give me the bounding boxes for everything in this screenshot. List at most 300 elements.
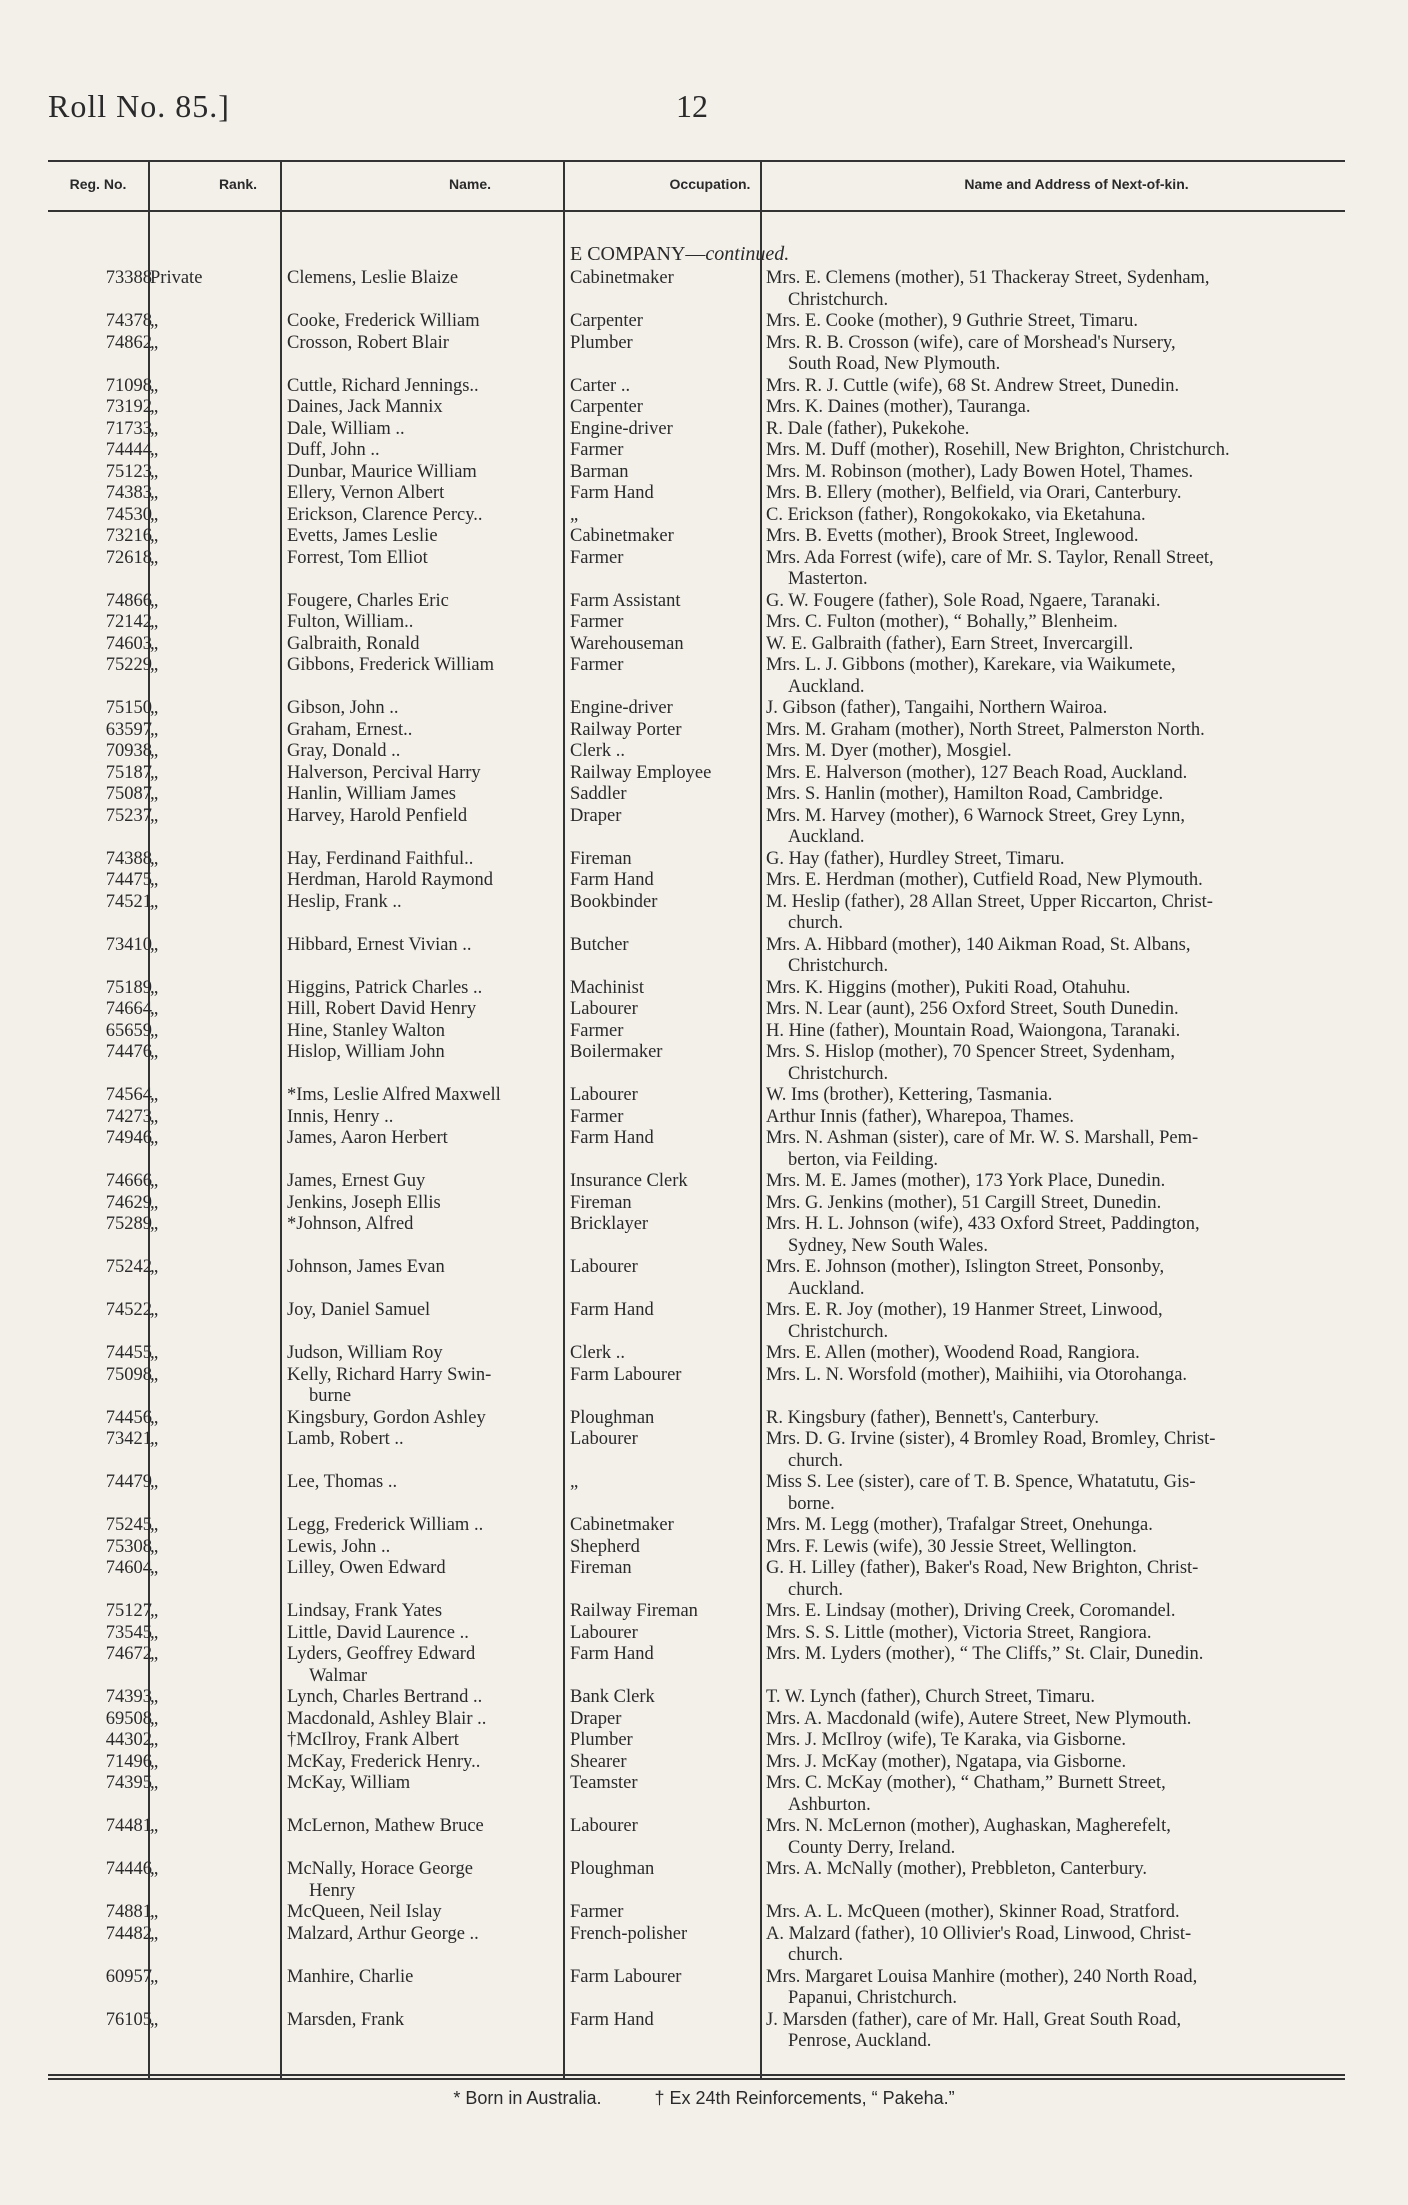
occupation: Farm Hand <box>570 2009 654 2030</box>
table-row <box>0 1730 1408 1752</box>
occupation: Railway Employee <box>570 762 712 783</box>
soldier-name <box>287 935 472 957</box>
soldier-name <box>287 1365 491 1408</box>
kin-continuation: Penrose, Auckland. <box>788 2031 932 2051</box>
soldier-name <box>287 1171 425 1193</box>
table-row <box>0 1257 1408 1300</box>
reg-number: 74273 <box>105 1106 152 1127</box>
name-line: Evetts, James Leslie <box>287 526 438 546</box>
name-line: Cuttle, Richard Jennings.. <box>287 375 479 396</box>
kin-line: Mrs. R. B. Crosson (wife), care of Morshead's Nursery, <box>766 332 1176 353</box>
rank: „ <box>150 1364 159 1385</box>
next-of-kin <box>766 1623 1346 1645</box>
soldier-name <box>287 1085 501 1107</box>
soldier-name <box>287 1300 430 1322</box>
occupation: Fireman <box>570 848 632 869</box>
table-row <box>0 1644 1408 1687</box>
name-line: Herdman, Harold Raymond <box>287 870 494 890</box>
next-of-kin <box>766 741 1346 763</box>
table-row <box>0 1021 1408 1043</box>
occupation: Labourer <box>570 1622 638 1643</box>
occupation: Clerk .. <box>570 1343 625 1363</box>
soldier-name <box>287 591 449 613</box>
soldier-name <box>287 311 480 333</box>
next-of-kin <box>766 1859 1346 1881</box>
table-row <box>0 462 1408 484</box>
occupation: Labourer <box>570 1429 638 1449</box>
name-line: Gibbons, Frederick William <box>287 655 495 675</box>
occupation: Farm Assistant <box>570 590 681 611</box>
table-row <box>0 1515 1408 1537</box>
reg-number: 74862 <box>105 332 152 353</box>
kin-continuation: Christchurch. <box>788 956 889 976</box>
next-of-kin <box>766 634 1346 656</box>
soldier-name <box>287 1537 390 1559</box>
table-row <box>0 1859 1408 1902</box>
name-line: Higgins, Patrick Charles .. <box>287 977 483 998</box>
rank: „ <box>150 1923 159 1944</box>
soldier-name <box>287 1042 445 1064</box>
reg-number: 75245 <box>105 1515 152 1535</box>
reg-number: 72618 <box>105 547 152 568</box>
reg-number: 74393 <box>105 1687 152 1707</box>
next-of-kin <box>766 1773 1346 1816</box>
soldier-name <box>287 806 467 828</box>
kin-continuation: Auckland. <box>788 676 865 697</box>
soldier-name <box>287 892 402 914</box>
soldier-name <box>287 1214 413 1236</box>
footnote-born: * Born in Australia. <box>453 2088 602 2108</box>
next-of-kin <box>766 1558 1346 1601</box>
name-line: McNally, Horace George <box>287 1859 473 1879</box>
rank: „ <box>150 1708 159 1729</box>
next-of-kin <box>766 1644 1346 1666</box>
occupation: Farmer <box>570 655 624 675</box>
name-line: Heslip, Frank .. <box>287 891 402 912</box>
name-line: Hay, Ferdinand Faithful.. <box>287 848 474 869</box>
rank: „ <box>150 612 159 632</box>
name-line: Galbraith, Ronald <box>287 633 420 654</box>
rank: „ <box>150 1751 159 1772</box>
soldier-name <box>287 548 428 570</box>
reg-number: 73216 <box>105 526 152 546</box>
occupation: Railway Fireman <box>570 1601 698 1621</box>
table-row <box>0 1343 1408 1365</box>
kin-line: Mrs. M. E. James (mother), 173 York Place, Dunedin. <box>766 1171 1166 1191</box>
name-line: Lilley, Owen Edward <box>287 1558 446 1578</box>
occupation: Carpenter <box>570 397 643 417</box>
next-of-kin <box>766 440 1346 462</box>
rank: „ <box>150 1622 159 1643</box>
name-line: Gibson, John .. <box>287 698 399 718</box>
kin-continuation: Auckland. <box>788 827 865 847</box>
table-row <box>0 268 1408 311</box>
next-of-kin <box>766 1085 1346 1107</box>
kin-continuation: Ashburton. <box>788 1794 871 1815</box>
occupation: Cabinetmaker <box>570 268 674 288</box>
next-of-kin <box>766 978 1346 1000</box>
kin-line: Mrs. N. McLernon (mother), Aughaskan, Magherefelt, <box>766 1816 1171 1836</box>
next-of-kin <box>766 612 1346 634</box>
soldier-name <box>287 1859 473 1902</box>
occupation: Engine-driver <box>570 698 673 718</box>
soldier-name <box>287 978 482 1000</box>
name-line: Dunbar, Maurice William <box>287 461 477 482</box>
name-line: Little, David Laurence .. <box>287 1622 469 1643</box>
name-line: Hibbard, Ernest Vivian .. <box>287 934 472 955</box>
occupation: Carpenter <box>570 311 643 331</box>
kin-continuation: borne. <box>788 1493 835 1514</box>
kin-line: Mrs. C. Fulton (mother), “ Bohally,” Blenheim. <box>766 612 1118 632</box>
table-row <box>0 741 1408 763</box>
table-row <box>0 784 1408 806</box>
table-row <box>0 1042 1408 1085</box>
reg-number: 74444 <box>105 440 152 460</box>
rank: „ <box>150 1515 159 1535</box>
next-of-kin <box>766 1967 1346 2010</box>
soldier-name <box>287 397 443 419</box>
reg-number: 74383 <box>105 483 152 503</box>
table-row <box>0 483 1408 505</box>
occupation: Draper <box>570 805 622 826</box>
kin-line: Mrs. E. Johnson (mother), Islington Street, Ponsonby, <box>766 1257 1165 1277</box>
kin-continuation: church. <box>788 1579 843 1600</box>
name-line: Graham, Ernest.. <box>287 719 413 740</box>
kin-line: Mrs. M. Dyer (mother), Mosgiel. <box>766 741 1012 761</box>
rank: „ <box>150 1085 159 1105</box>
next-of-kin <box>766 1816 1346 1859</box>
rank: „ <box>150 1816 159 1836</box>
kin-line: Mrs. M. Graham (mother), North Street, Palmerston North. <box>766 719 1205 740</box>
next-of-kin <box>766 1515 1346 1537</box>
name-continuation: burne <box>309 1386 352 1406</box>
reg-number: 60957 <box>105 1966 152 1987</box>
name-line: Lyders, Geoffrey Edward <box>287 1644 476 1664</box>
occupation: Ploughman <box>570 1407 655 1428</box>
next-of-kin <box>766 870 1346 892</box>
next-of-kin <box>766 1730 1346 1752</box>
kin-line: M. Heslip (father), 28 Allan Street, Upper Riccarton, Christ- <box>766 891 1213 912</box>
rank: „ <box>150 1343 159 1363</box>
soldier-name <box>287 2010 404 2032</box>
occupation: Fireman <box>570 1558 632 1578</box>
table-row <box>0 548 1408 591</box>
kin-line: Mrs. S. Hislop (mother), 70 Spencer Street, Sydenham, <box>766 1042 1175 1062</box>
next-of-kin <box>766 2010 1346 2053</box>
reg-number: 74530 <box>105 504 152 525</box>
reg-number: 73192 <box>105 397 152 417</box>
table-row <box>0 1429 1408 1472</box>
rank: „ <box>150 483 159 503</box>
name-line: Hislop, William John <box>287 1042 445 1062</box>
table-row <box>0 1601 1408 1623</box>
reg-number: 74481 <box>105 1816 152 1836</box>
table-row <box>0 1924 1408 1967</box>
name-line: Jenkins, Joseph Ellis <box>287 1192 441 1213</box>
name-continuation: Henry <box>309 1880 356 1901</box>
reg-number: 75127 <box>105 1601 152 1621</box>
table-row <box>0 333 1408 376</box>
soldier-name <box>287 634 420 656</box>
occupation: Farmer <box>570 1902 624 1922</box>
next-of-kin <box>766 655 1346 698</box>
occupation: Draper <box>570 1708 622 1729</box>
table-row <box>0 2010 1408 2053</box>
kin-line: Mrs. C. McKay (mother), “ Chatham,” Burnett Street, <box>766 1773 1166 1793</box>
soldier-name <box>287 483 444 505</box>
rank: „ <box>150 1171 159 1191</box>
table-row <box>0 505 1408 527</box>
kin-line: Mrs. J. McKay (mother), Ngatapa, via Gisborne. <box>766 1751 1127 1772</box>
rank: „ <box>150 418 159 439</box>
next-of-kin <box>766 268 1346 311</box>
rank: „ <box>150 698 159 718</box>
rank: „ <box>150 2009 159 2030</box>
name-line: Malzard, Arthur George .. <box>287 1923 479 1944</box>
table-row <box>0 1902 1408 1924</box>
soldier-name <box>287 1623 469 1645</box>
reg-number: 75187 <box>105 762 152 783</box>
next-of-kin <box>766 720 1346 742</box>
kin-line: Mrs. J. McIlroy (wife), Te Karaka, via Gisborne. <box>766 1730 1127 1750</box>
occupation: Bricklayer <box>570 1214 649 1234</box>
soldier-name <box>287 526 438 548</box>
soldier-name <box>287 1687 482 1709</box>
rank: „ <box>150 1644 159 1664</box>
table-row <box>0 806 1408 849</box>
kin-line: Arthur Innis (father), Wharepoa, Thames. <box>766 1106 1075 1127</box>
rank: „ <box>150 1558 159 1578</box>
kin-line: Mrs. B. Ellery (mother), Belfield, via Orari, Canterbury. <box>766 483 1182 503</box>
page-number: 12 <box>676 88 708 124</box>
soldier-name <box>287 1709 486 1731</box>
kin-line: Mrs. B. Evetts (mother), Brook Street, Inglewood. <box>766 526 1139 546</box>
next-of-kin <box>766 1601 1346 1623</box>
name-line: McKay, William <box>287 1773 411 1793</box>
kin-line: Mrs. M. Harvey (mother), 6 Warnock Street, Grey Lynn, <box>766 805 1185 826</box>
reg-number: 74522 <box>105 1300 152 1320</box>
soldier-name <box>287 698 399 720</box>
soldier-name <box>287 1924 479 1946</box>
col-reg: Reg. No. <box>69 176 127 192</box>
occupation: Labourer <box>570 1816 638 1836</box>
reg-number: 74479 <box>105 1472 152 1492</box>
next-of-kin <box>766 1042 1346 1085</box>
soldier-name <box>287 1343 443 1365</box>
page-title: Roll No. 85.] <box>48 88 230 124</box>
reg-number: 74603 <box>105 633 152 654</box>
roll-table <box>0 268 1408 2053</box>
kin-line: W. Ims (brother), Kettering, Tasmania. <box>766 1085 1053 1105</box>
rank: „ <box>150 719 159 740</box>
table-row <box>0 612 1408 634</box>
soldier-name <box>287 333 449 355</box>
kin-continuation: Papanui, Christchurch. <box>788 1988 958 2008</box>
kin-line: Mrs. L. J. Gibbons (mother), Karekare, via Waikumete, <box>766 655 1176 675</box>
reg-number: 73410 <box>105 934 152 955</box>
kin-line: Mrs. S. S. Little (mother), Victoria Street, Rangiora. <box>766 1622 1152 1643</box>
soldier-name <box>287 1967 413 1989</box>
kin-continuation: Christchurch. <box>788 1063 889 1084</box>
occupation: Barman <box>570 461 629 482</box>
soldier-name <box>287 870 493 892</box>
reg-number: 74388 <box>105 848 152 869</box>
next-of-kin <box>766 784 1346 806</box>
kin-line: Mrs. A. McNally (mother), Prebbleton, Canterbury. <box>766 1859 1148 1879</box>
soldier-name <box>287 1816 484 1838</box>
occupation: Cabinetmaker <box>570 1515 674 1535</box>
occupation: Farmer <box>570 440 624 460</box>
reg-number: 75150 <box>105 698 152 718</box>
rank: „ <box>150 311 159 331</box>
occupation: „ <box>570 504 579 525</box>
reg-number: 75123 <box>105 461 152 482</box>
reg-number: 75087 <box>105 784 152 804</box>
occupation: Farm Hand <box>570 1128 654 1148</box>
table-row <box>0 892 1408 935</box>
soldier-name <box>287 505 483 527</box>
table-row <box>0 1214 1408 1257</box>
soldier-name <box>287 1472 397 1494</box>
rank: „ <box>150 977 159 998</box>
rank: „ <box>150 1300 159 1320</box>
reg-number: 74629 <box>105 1192 152 1213</box>
reg-number: 74672 <box>105 1644 152 1664</box>
kin-line: R. Dale (father), Pukekohe. <box>766 418 970 439</box>
occupation: Labourer <box>570 999 638 1019</box>
name-line: *Ims, Leslie Alfred Maxwell <box>287 1085 501 1105</box>
occupation: Farm Hand <box>570 1300 654 1320</box>
occupation: Shepherd <box>570 1536 640 1557</box>
occupation: Labourer <box>570 1257 638 1277</box>
next-of-kin <box>766 1687 1346 1709</box>
table-row <box>0 1171 1408 1193</box>
next-of-kin <box>766 1021 1346 1043</box>
kin-line: H. Hine (father), Mountain Road, Waiongona, Taranaki. <box>766 1020 1181 1041</box>
kin-line: Mrs. N. Lear (aunt), 256 Oxford Street, South Dunedin. <box>766 999 1179 1019</box>
rank: „ <box>150 1407 159 1428</box>
rank: „ <box>150 1192 159 1213</box>
reg-number: 74604 <box>105 1558 152 1578</box>
table-row <box>0 1773 1408 1816</box>
soldier-name <box>287 1193 441 1215</box>
occupation: Boilermaker <box>570 1042 663 1062</box>
rank: „ <box>150 1773 159 1793</box>
kin-line: Mrs. M. Lyders (mother), “ The Cliffs,” St. Clair, Dunedin. <box>766 1644 1204 1664</box>
kin-line: T. W. Lynch (father), Church Street, Timaru. <box>766 1687 1096 1707</box>
rank: „ <box>150 1257 159 1277</box>
occupation: Bank Clerk <box>570 1687 655 1707</box>
occupation: Labourer <box>570 1085 638 1105</box>
occupation: Farm Hand <box>570 483 654 503</box>
next-of-kin <box>766 1214 1346 1257</box>
soldier-name <box>287 784 456 806</box>
kin-line: Mrs. M. Robinson (mother), Lady Bowen Hotel, Thames. <box>766 461 1194 482</box>
kin-line: Mrs. E. Herdman (mother), Cutfield Road, New Plymouth. <box>766 870 1203 890</box>
soldier-name <box>287 268 458 290</box>
name-continuation: Walmar <box>309 1665 368 1686</box>
name-line: Lindsay, Frank Yates <box>287 1601 443 1621</box>
kin-line: W. E. Galbraith (father), Earn Street, Invercargill. <box>766 633 1134 654</box>
next-of-kin <box>766 849 1346 871</box>
reg-number: 76105 <box>105 2009 152 2030</box>
next-of-kin <box>766 1902 1346 1924</box>
reg-number: 75189 <box>105 977 152 998</box>
next-of-kin <box>766 999 1346 1021</box>
table-row <box>0 1752 1408 1774</box>
table-row <box>0 849 1408 871</box>
kin-line: Mrs. L. N. Worsfold (mother), Maihiihi, via Otorohanga. <box>766 1364 1188 1385</box>
rank: „ <box>150 1214 159 1234</box>
name-line: Marsden, Frank <box>287 2009 405 2030</box>
reg-number: 70938 <box>105 741 152 761</box>
table-row <box>0 655 1408 698</box>
rank: Private <box>150 268 203 288</box>
next-of-kin <box>766 376 1346 398</box>
name-line: Lewis, John .. <box>287 1536 391 1557</box>
soldier-name <box>287 1128 448 1150</box>
kin-continuation: Masterton. <box>788 569 868 589</box>
kin-line: Mrs. G. Jenkins (mother), 51 Cargill Street, Dunedin. <box>766 1192 1162 1213</box>
occupation: Engine-driver <box>570 418 673 439</box>
kin-line: Mrs. S. Hanlin (mother), Hamilton Road, Cambridge. <box>766 784 1164 804</box>
next-of-kin <box>766 1472 1346 1515</box>
name-line: Macdonald, Ashley Blair .. <box>287 1708 487 1729</box>
next-of-kin <box>766 397 1346 419</box>
occupation: French-polisher <box>570 1923 688 1944</box>
occupation: Farm Labourer <box>570 1966 682 1987</box>
kin-line: Mrs. A. L. McQueen (mother), Skinner Road, Stratford. <box>766 1902 1180 1922</box>
rank: „ <box>150 547 159 568</box>
table-row <box>0 1300 1408 1343</box>
occupation: Carter .. <box>570 375 631 396</box>
next-of-kin <box>766 526 1346 548</box>
table-row <box>0 870 1408 892</box>
table-row <box>0 591 1408 613</box>
next-of-kin <box>766 1408 1346 1430</box>
next-of-kin <box>766 763 1346 785</box>
soldier-name <box>287 419 405 441</box>
col-occupation: Occupation. <box>669 176 751 192</box>
name-line: McKay, Frederick Henry.. <box>287 1751 481 1772</box>
footnotes <box>0 2088 1408 2109</box>
reg-number: 71733 <box>105 418 152 439</box>
table-row <box>0 1709 1408 1731</box>
soldier-name <box>287 376 479 398</box>
soldier-name <box>287 849 473 871</box>
reg-number: 63597 <box>105 719 152 740</box>
name-line: Gray, Donald .. <box>287 741 401 761</box>
occupation: Farmer <box>570 547 624 568</box>
kin-continuation: church. <box>788 913 843 933</box>
kin-line: C. Erickson (father), Rongokokako, via Eketahuna. <box>766 504 1146 525</box>
kin-line: Mrs. N. Ashman (sister), care of Mr. W. S. Marshall, Pem- <box>766 1128 1199 1148</box>
table-row <box>0 440 1408 462</box>
name-line: Kelly, Richard Harry Swin- <box>287 1364 492 1385</box>
kin-line: G. W. Fougere (father), Sole Road, Ngaere, Taranaki. <box>766 590 1161 611</box>
kin-continuation: County Derry, Ireland. <box>788 1837 956 1858</box>
table-row <box>0 419 1408 441</box>
kin-continuation: South Road, New Plymouth. <box>788 354 1001 374</box>
kin-continuation: Auckland. <box>788 1278 865 1299</box>
kin-line: Mrs. K. Daines (mother), Tauranga. <box>766 397 1031 417</box>
soldier-name <box>287 1730 459 1752</box>
next-of-kin <box>766 1107 1346 1129</box>
reg-number: 75098 <box>105 1364 152 1385</box>
next-of-kin <box>766 892 1346 935</box>
kin-line: R. Kingsbury (father), Bennett's, Canterbury. <box>766 1407 1099 1428</box>
kin-line: J. Gibson (father), Tangaihi, Northern Wairoa. <box>766 698 1108 718</box>
